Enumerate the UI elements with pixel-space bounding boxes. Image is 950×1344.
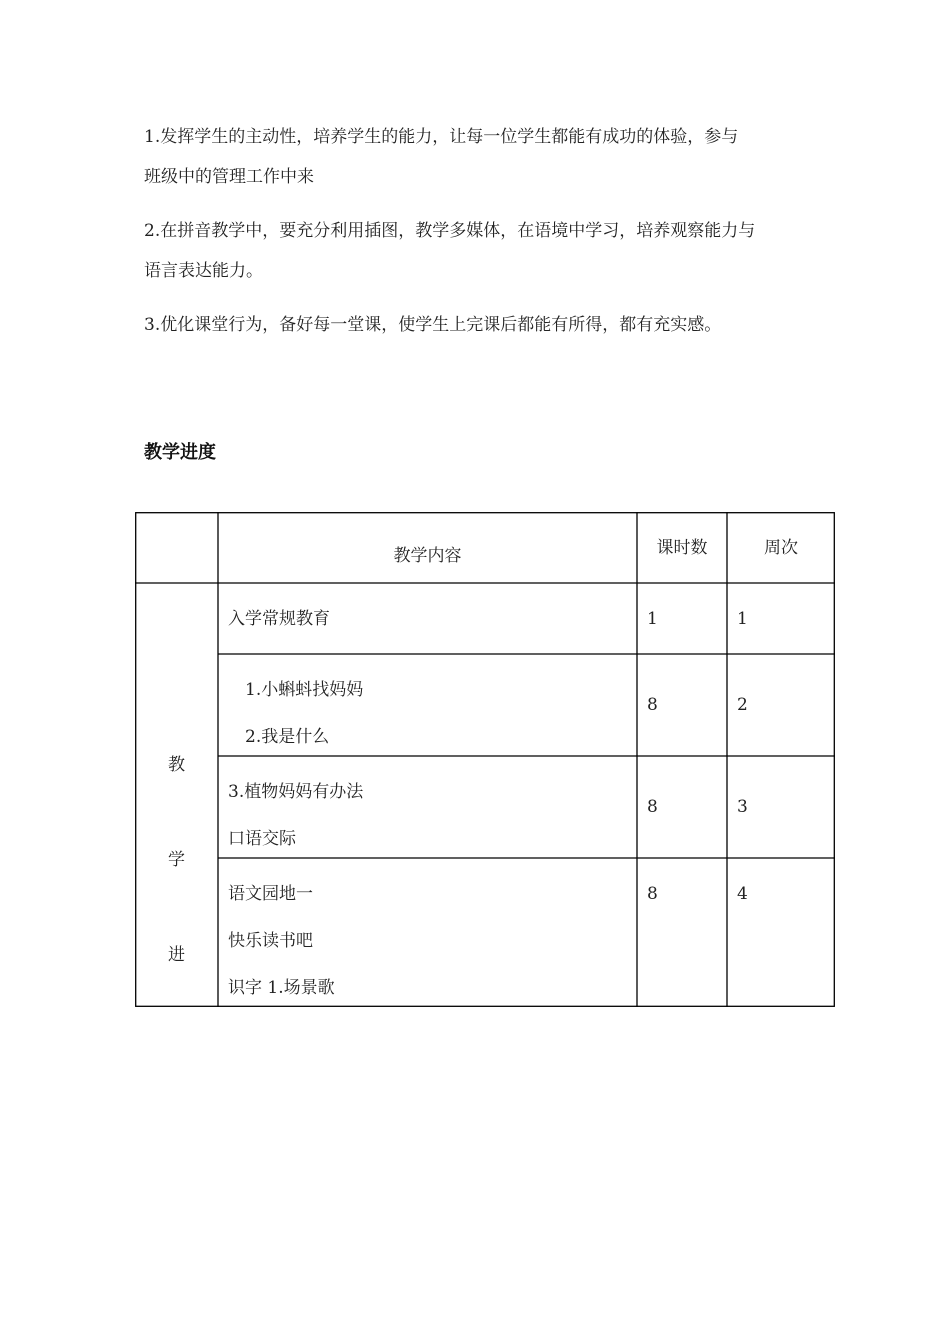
header-hours: 课时数 [656, 538, 708, 558]
paragraph-2-line-1: 2.在拼音教学中，要充分利用插图，教学多媒体，在语境中学习，培养观察能力与 [144, 221, 756, 241]
paragraph-1 [144, 117, 812, 197]
row-3-content-line-2: 口语交际 [228, 829, 296, 849]
paragraph-1-line-2: 班级中的管理工作中来 [144, 167, 314, 187]
row-3-hours: 8 [647, 797, 658, 817]
row-2-content-line-2: 2.我是什么 [245, 727, 330, 747]
row-4-content-line-2: 快乐读书吧 [228, 931, 313, 951]
paragraph-1-line-1: 1.发挥学生的主动性，培养学生的能力，让每一位学生都能有成功的体验，参与 [144, 127, 739, 147]
header-week: 周次 [764, 538, 798, 558]
paragraph-3 [144, 305, 812, 345]
side-label-char-1: 教 [168, 755, 185, 775]
row-4-content-line-3: 识字 1.场景歌 [228, 978, 335, 998]
row-2-content-line-1: 1.小蝌蚪找妈妈 [245, 680, 364, 700]
row-3-content-line-1: 3.植物妈妈有办法 [228, 782, 364, 802]
side-label-char-3: 进 [168, 945, 185, 965]
paragraph-2 [144, 211, 812, 291]
header-content: 教学内容 [393, 546, 462, 566]
schedule-table [135, 512, 835, 1007]
paragraph-3-line-1: 3.优化课堂行为，备好每一堂课，使学生上完课后都能有所得，都有充实感。 [144, 315, 722, 335]
row-2-week: 2 [737, 695, 748, 715]
row-1-week: 1 [737, 609, 748, 629]
row-4-week: 4 [737, 884, 748, 904]
row-4-content-line-1: 语文园地一 [228, 884, 313, 904]
row-2-hours: 8 [647, 695, 658, 715]
row-1-hours: 1 [647, 609, 658, 629]
paragraph-2-line-2: 语言表达能力。 [144, 261, 263, 281]
row-3-week: 3 [737, 797, 748, 817]
side-label-char-2: 学 [168, 850, 185, 870]
row-4-hours: 8 [647, 884, 658, 904]
row-1-content: 入学常规教育 [228, 609, 330, 629]
section-title: 教学进度 [144, 442, 216, 463]
